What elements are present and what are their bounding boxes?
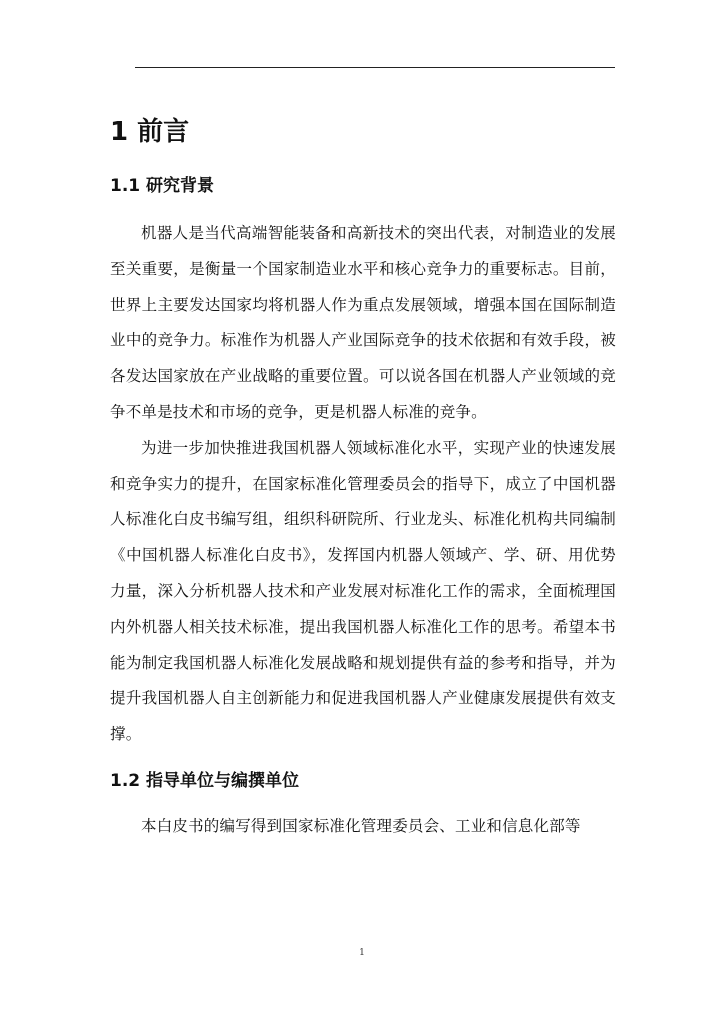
section-heading-background: 1.1 研究背景: [110, 176, 215, 196]
section-heading-units: 1.2 指导单位与编撰单位: [110, 770, 300, 791]
paragraph-background-1: 机器人是当代高端智能装备和高新技术的突出代表，对制造业的发展至关重要，是衡量一个国家制造业水平和核心竞争力的重要标志。目前，世界上主要发达国家均将机器人作为重点发展领域，增强本国在国际制造业中的竞争力。标准作为机器人产业国际竞争的技术依据和有效手段，被各发达国家放在产业战略的重要位置。可以说各国在机器人产业领域的竞争不单是技术和市场的竞争，更是机器人标准的竞争。: [110, 224, 616, 421]
paragraph-units-1: 本白皮书的编写得到国家标准化管理委员会、工业和信息化部等: [141, 816, 581, 835]
page-number: 1: [359, 948, 365, 958]
paragraph-background-2: 为进一步加快推进我国机器人领域标准化水平，实现产业的快速发展和竞争实力的提升，在国家标准化管理委员会的指导下，成立了中国机器人标准化白皮书编写组，组织科研院所、行业龙头、标准化机构共同编制《中国机器人标准化白皮书》，发挥国内机器人领域产、学、研、用优势力量，深入分析机器人技术和产业发展对标准化工作的需求，全面梳理国内外机器人相关技术标准，提出我国机器人标准化工作的思考。希望本书能为制定我国机器人标准化发展战略和规划提供有益的参考和指导，并为提升我国机器人自主创新能力和促进我国机器人产业健康发展提供有效支撑。: [110, 438, 616, 744]
header-rule: [135, 67, 615, 68]
chapter-title: 1 前言: [110, 117, 190, 147]
page-content: [110, 112, 616, 845]
